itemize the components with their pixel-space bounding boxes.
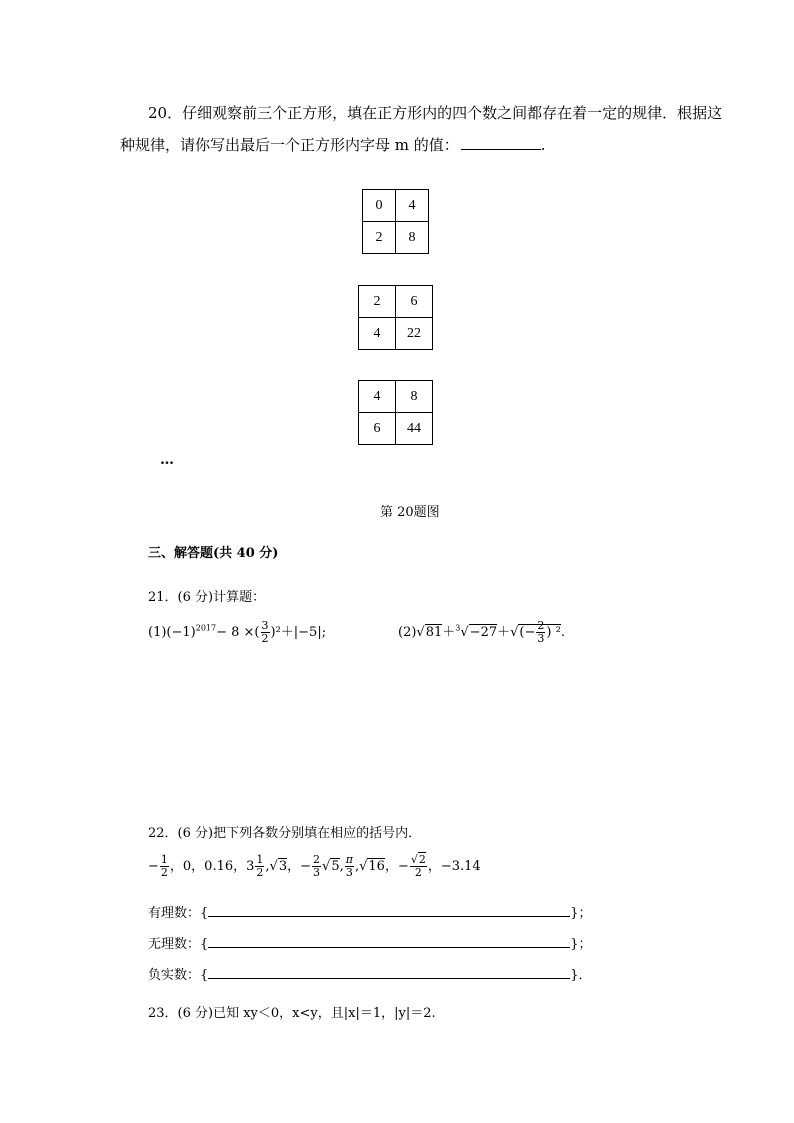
expr-text: (2) [398, 625, 417, 640]
square-cell: 0 [363, 190, 396, 222]
root-index: 3 [455, 623, 461, 633]
section-heading: 三、解答题(共 40 分) [148, 546, 279, 561]
answer-line [208, 966, 570, 979]
square-cell: 4 [359, 381, 396, 413]
square-cell: 44 [396, 413, 433, 445]
q21-part1: $(1)(-1)^{2017}- 8$ ×( $\frac{3}{2}$ )²＋|−5|; [148, 619, 327, 645]
category-irrational: 无理数：{ }； [148, 937, 592, 952]
q21-part2: (2)√81＋$^3$√−27＋√(− $\frac{2}{3}$ ) ². [398, 619, 565, 645]
fraction: $\frac{2}{3}$ [313, 853, 321, 879]
expr-text: (1)(−1) [148, 625, 196, 640]
square-1 [362, 189, 429, 254]
answer-blank [461, 135, 541, 150]
square-cell: 2 [363, 222, 396, 254]
ellipsis: … [160, 452, 173, 468]
square-cell: 6 [359, 413, 396, 445]
square-cell: 4 [396, 190, 429, 222]
square-cell: 22 [396, 318, 433, 350]
expr-text: − 8 × [216, 625, 255, 640]
square-2 [358, 285, 433, 350]
expr-text: ＋ [442, 625, 456, 640]
square-cell: 8 [396, 222, 429, 254]
figure-caption: 第 20题图 [380, 505, 440, 520]
expr-text: ²＋|−5|; [275, 625, 327, 640]
q22-stem: 22．(6 分)把下列各数分别填在相应的括号内． [148, 826, 422, 841]
radicand: −27 [469, 625, 498, 640]
q20-line2-text: 种规律，请你写出最后一个正方形内字母 m 的值： [120, 136, 459, 154]
square-cell: 8 [396, 381, 433, 413]
answer-line [208, 904, 570, 917]
q20-line1: 20．仔细观察前三个正方形，填在正方形内的四个数之间都存在着一定的规律．根据这 [148, 104, 723, 122]
q20-line2 [120, 134, 546, 155]
fraction: $\frac{2}{3}$ [537, 619, 545, 645]
expr-text: . [560, 625, 565, 640]
answer-line [208, 935, 570, 948]
q20-line2-end: . [540, 136, 546, 154]
fraction: $\frac{1}{2}$ [160, 853, 168, 879]
fraction: $\frac{√2}{2}$ [410, 853, 426, 879]
square-cell: 4 [359, 318, 396, 350]
number-list: − $\frac{1}{2}$ ，0，0.16，3 $\frac{1}{2}$ ,√3，− $\frac{2}{3}$ √5, $\frac{\pi}{3}$ ,√16，− $\frac{√2}{2}$ ，−3.14 [148, 853, 481, 879]
q21-stem: 21．(6 分)计算题： [148, 590, 266, 605]
square-3 [358, 380, 433, 445]
square-cell: 6 [396, 286, 433, 318]
exponent: 2017 [195, 623, 217, 633]
fraction: $\frac{3}{2}$ [261, 619, 269, 645]
q23-stem: 23．(6 分)已知 xy＜0，x<y，且|x|＝1，|y|＝2. [148, 1006, 436, 1021]
fraction: $\frac{1}{2}$ [256, 853, 264, 879]
fraction: $\frac{\pi}{3}$ [345, 853, 353, 879]
radicand: (− $\frac{2}{3}$ ) ² [519, 619, 561, 645]
category-rational: 有理数：{ }； [148, 906, 592, 921]
square-cell: 2 [359, 286, 396, 318]
radicand: 81 [425, 625, 443, 640]
category-negative-real: 负实数：{ }． [148, 968, 592, 983]
expr-text: ＋ [497, 625, 511, 640]
